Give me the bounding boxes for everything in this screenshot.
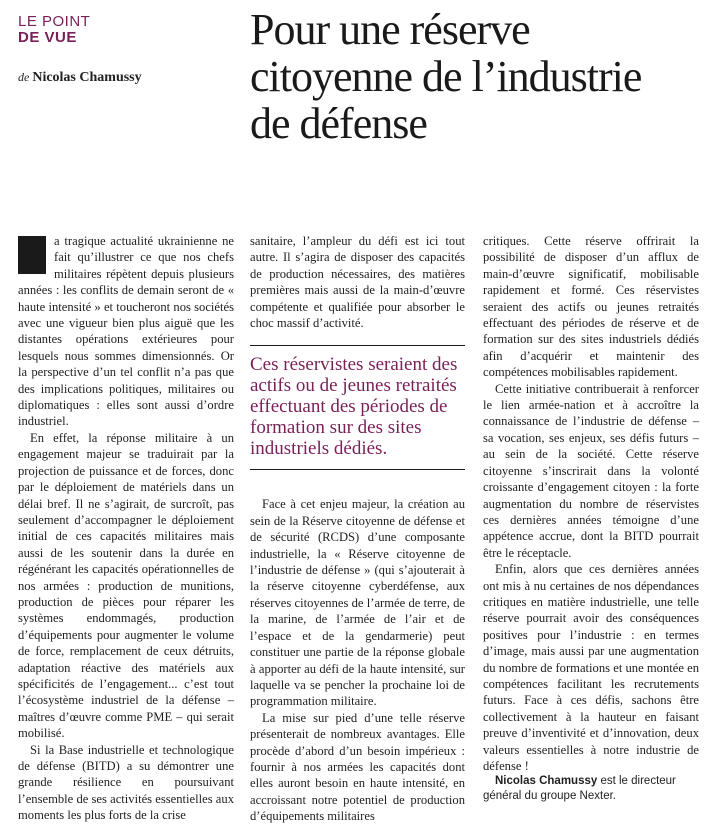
paragraph: sanitaire, l’ampleur du défi est ici tout autre. Il s’agira de disposer des capacités de production nécessaires, des matières premières mais aussi de la main-d’œuvre compétente et qualifiée pour absorber le choc massif d’activité. (250, 234, 465, 331)
article-column-2 (250, 233, 465, 825)
headline-line-1: Pour une réserve (250, 5, 530, 54)
paragraph: critiques. Cette réserve offrirait la possibilité de disposer d’un afflux de main-d’œuvre significatif, mobilisable rapidement et formé. Ces réservistes seraient des actifs ou jeunes retraités effectuant des périodes de réserve et de formation sur des sites industriels dédiés afin d’acquérir et maintenir des compétences mobilisables rapidement. (483, 234, 699, 380)
paragraph: Cette initiative contribuerait à renforcer le lien armée-nation et à accroître la connaissance de l’industrie de défense – sa vocation, ses enjeux, ses défis futurs – au sein de la société. Cette réserve citoyenne s’inscrirait dans la volonté croissante d’engagement citoyen : la forte augmentation du nombre de réservistes ces dernières années témoigne d’une appétence accrue, dont la BITD pourrait être le réceptacle. (483, 381, 699, 560)
signature-name: Nicolas Chamussy (495, 775, 598, 788)
article-headline (250, 6, 710, 147)
kicker-line-1: LE POINT (18, 13, 91, 30)
article-column-1 (18, 233, 234, 824)
paragraph: Face à cet enjeu majeur, la création au sein de la Réserve citoyenne de défense et de sécurité (RCDS) d’une composante industrielle, la « Réserve citoyenne de l’industrie de défense » (qui s’ajouterait à la réserve citoyenne cyberdéfense, aux réserves citoyennes de l’armée de terre, de la marine, de l’armée de l’air et de l’espace et de la gendarmerie) peut constituer une partie de la réponse globale à apporter au défi de la haute intensité, sur laquelle va se pencher la prochaine loi de programmation militaire. (250, 497, 465, 709)
paragraph: Si la Base industrielle et technologique de défense (BITD) a su démontrer une grande résilience en poursuivant l’ensemble de ses activités essentielles aux moments les plus forts de la crise (18, 742, 234, 823)
kicker-line-2: DE VUE (18, 29, 77, 46)
headline-line-3: de défense (250, 99, 427, 148)
byline-prefix: de (18, 70, 30, 84)
paragraph: La mise sur pied d’une telle réserve présenterait de nombreux avantages. Elle procède d’abord d’un besoin impérieux : fournir à nos armées les capacités dont elles auront besoin en haute intensité, en accroissant notre potentiel de production d’équipements militaires (250, 710, 465, 824)
paragraph: En effet, la réponse militaire à un engagement majeur se traduirait par la projection de puissance et de forces, donc par le déploiement de matériels dans un délai bref. Il ne s’agirait, de surcroît, pas seulement d’accompagner le déploiement initial de ces capacités militaires mais aussi de les soutenir dans la durée en régénérant les capacités opérationnelles de nos armées : production de munitions, production de pièces pour réparer les systèmes endommagés, production d’équipements pour augmenter le volume de force, remplacement de ceux détruits, adaptation réactive des matériels aux spécificités de l’engagement... c’est tout l’écosystème industriel de la défense – maîtres d’œuvre comme PME – qui serait mobilisé. (18, 430, 234, 741)
paragraph-intro-text: a tragique actualité ukrainienne ne fait qu’illustrer ce que nos chefs militaires répètent depuis plusieurs années : les conflits de demain seront de « haute intensité » et toucheront nos sociétés avec une vigueur bien plus aiguë que les distantes opérations extérieures pour lesquels nous sommes dimensionnés. Or la perspective d’un tel conflit n’a pas que des implications politiques, militaires ou diplomatiques : elles sont aussi d’ordre industriel. (18, 234, 234, 429)
byline (18, 70, 142, 86)
article-column-3 (483, 233, 699, 804)
dropcap (18, 236, 46, 274)
section-kicker (18, 14, 90, 46)
signature-text: est le directeur général du groupe Nexter. (483, 775, 676, 803)
headline-line-2: citoyenne de l’industrie (250, 52, 642, 101)
pull-quote: Ces réservistes seraient des actifs ou de jeunes retraités effectuant des périodes de formation sur des sites industriels dédiés. (250, 345, 465, 470)
paragraph: Enfin, alors que ces dernières années ont mis à nu certaines de nos dépendances critiques en matière industrielle, une telle réserve pourrait avoir des conséquences positives pour l’industrie : en termes d’image, mais aussi par une augmentation du nombre de formations et une montée en compétences facilitant les recrutements futurs. Face à ces défis, sachons être collectivement à la hauteur en faisant preuve d’inventivité et d’innovation, deux valeurs essentielles à notre industrie de défense ! (483, 562, 699, 773)
paragraph-intro (18, 233, 234, 430)
author-signature (483, 774, 699, 804)
byline-author: Nicolas Chamussy (32, 70, 142, 85)
